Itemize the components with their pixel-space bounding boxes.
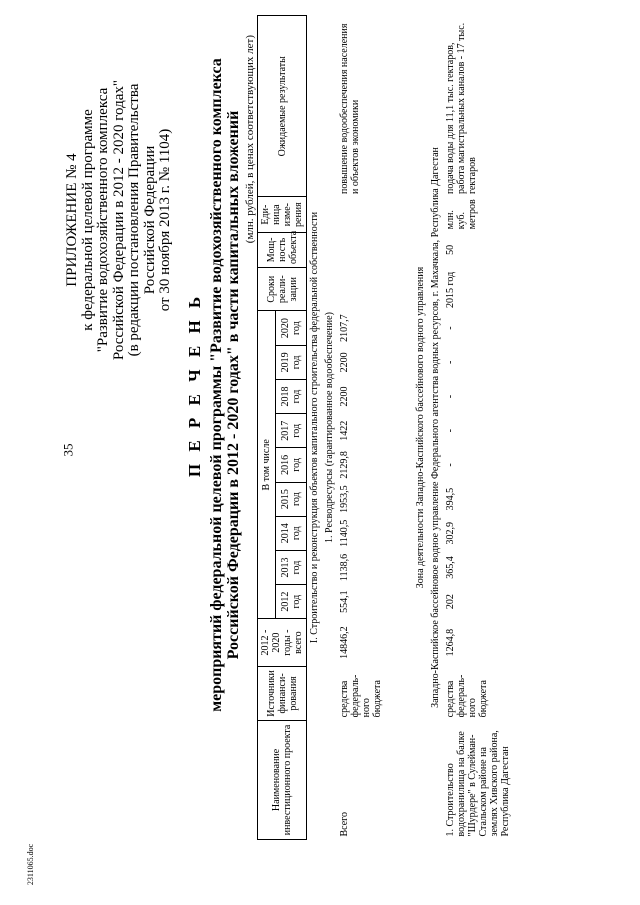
agency-row (428, 16, 443, 840)
header-year: 2018 год (276, 379, 307, 413)
project-total: 1264,8 (445, 628, 456, 657)
project-value: 202 (445, 594, 456, 610)
appendix-line: Российской Федерации в 2012 - 2020 годах" (110, 79, 127, 361)
zone-row (385, 16, 428, 840)
row-value: 2200 (339, 386, 350, 407)
document-title (185, 0, 242, 785)
row-name: Всего (339, 811, 350, 837)
header-terms: Сроки реали-зации (258, 267, 307, 311)
appendix-header (65, 10, 174, 430)
row-value: 1422 (339, 420, 350, 441)
header-year: 2020 год (276, 311, 307, 345)
header-total: 2012 - 2020 годы - всего (258, 619, 307, 667)
project-capacity: 50 (445, 244, 456, 255)
header-year: 2017 год (276, 414, 307, 448)
project-value: 365,4 (445, 556, 456, 579)
project-value: - (445, 429, 456, 433)
header-source: Источники финанси-рования (258, 666, 307, 720)
subsection-row (322, 16, 337, 840)
header-unit: Еди-ница изме-рения (258, 197, 307, 232)
header-including: В том числе (258, 311, 276, 619)
page-number: 35 (60, 443, 76, 457)
investment-table (257, 15, 513, 840)
zone-title: Зона деятельности Западно-Каспийского бассейнового водного управления (415, 266, 426, 589)
row-total: 14846,2 (339, 626, 350, 659)
agency-title: Западно-Каспийское бассейновое водное управление Федерального агентства водных ресурсов, г. Махачкала, Республика Дагестан (430, 147, 441, 708)
row-value: 554,1 (339, 590, 350, 613)
row-capacity (337, 232, 385, 267)
project-value: - (445, 326, 456, 330)
project-number: 1. (445, 829, 456, 837)
project-source: средства федераль-ного бюджета (445, 674, 489, 718)
row-unit (337, 197, 385, 232)
section-title: I. Строительство и реконструкция объектов капитального строительства федеральной собственности (309, 211, 320, 644)
header-results: Ожидаемые результаты (258, 16, 307, 198)
appendix-line: ПРИЛОЖЕНИЕ № 4 (64, 153, 80, 287)
header-year: 2019 год (276, 345, 307, 379)
section-row (307, 16, 323, 840)
appendix-line: к федеральной целевой программе (79, 109, 96, 331)
row-value: 1953,5 (339, 485, 350, 513)
row-source: средства федераль-ного бюджета (339, 674, 383, 718)
appendix-line: от 30 ноября 2013 г. № 1104) (157, 128, 173, 312)
row-value: 2107,7 (339, 314, 350, 342)
header-capacity: Мощ-ность объекта (258, 232, 307, 267)
project-value: 394,5 (445, 487, 456, 511)
row-value: 2200 (339, 352, 350, 373)
header-year: 2012 год (276, 585, 307, 619)
appendix-line: (в редакции постановления Правительства (126, 83, 142, 357)
document-id: 2311065.doc (26, 843, 36, 886)
header-row (258, 16, 276, 840)
header-year: 2015 год (276, 482, 307, 516)
title-line-1: мероприятий федеральной целевой программы "Развитие водохозяйственного комплекса (208, 58, 225, 712)
project-value: 302,9 (445, 522, 456, 545)
project-results: подача воды для 11,1 тыс. гектаров, работа магистральных каналов - 17 тыс. гектаров (445, 22, 478, 194)
subsection-title: 1. Ресводресурсы (гарантированное водообеспечение) (324, 312, 335, 543)
project-value: - (445, 394, 456, 399)
title-line-2: Российской Федерации в 2012 - 2020 годах" в части капитальных вложений (225, 110, 242, 660)
project-name: Строительство водохранилища на балке "Шурдере" в Сулейман-Стальском районе на землях Хивского района, Республика Дагестан (445, 730, 511, 837)
row-value: 1140,5 (339, 519, 350, 547)
units-note: (млн. рублей, в ценах соответствующих лет) (244, 35, 256, 244)
header-year: 2016 год (276, 448, 307, 482)
project-name-cell (443, 720, 513, 839)
header-year: 2013 год (276, 550, 307, 584)
project-value: - (445, 463, 456, 467)
row-results: повышение водообеспечения населения и объектов экономики (339, 23, 361, 194)
project-terms: 2015 год (445, 271, 456, 308)
project-value: - (445, 360, 456, 365)
header-year: 2014 год (276, 516, 307, 550)
project-unit: млн. куб. метров (445, 199, 478, 230)
title-heading: П Е Р Е Ч Е Н Ь (185, 292, 204, 478)
header-name: Наименование инвестиционного проекта (258, 720, 307, 839)
appendix-line: "Развитие водохозяйственного комплекса (95, 87, 111, 353)
table-row (337, 16, 385, 840)
row-value: 1138,6 (339, 553, 350, 582)
row-value: 2129,8 (339, 451, 350, 479)
appendix-line: Российской Федерации (141, 145, 158, 295)
table-row (443, 16, 513, 840)
row-terms (337, 267, 385, 311)
